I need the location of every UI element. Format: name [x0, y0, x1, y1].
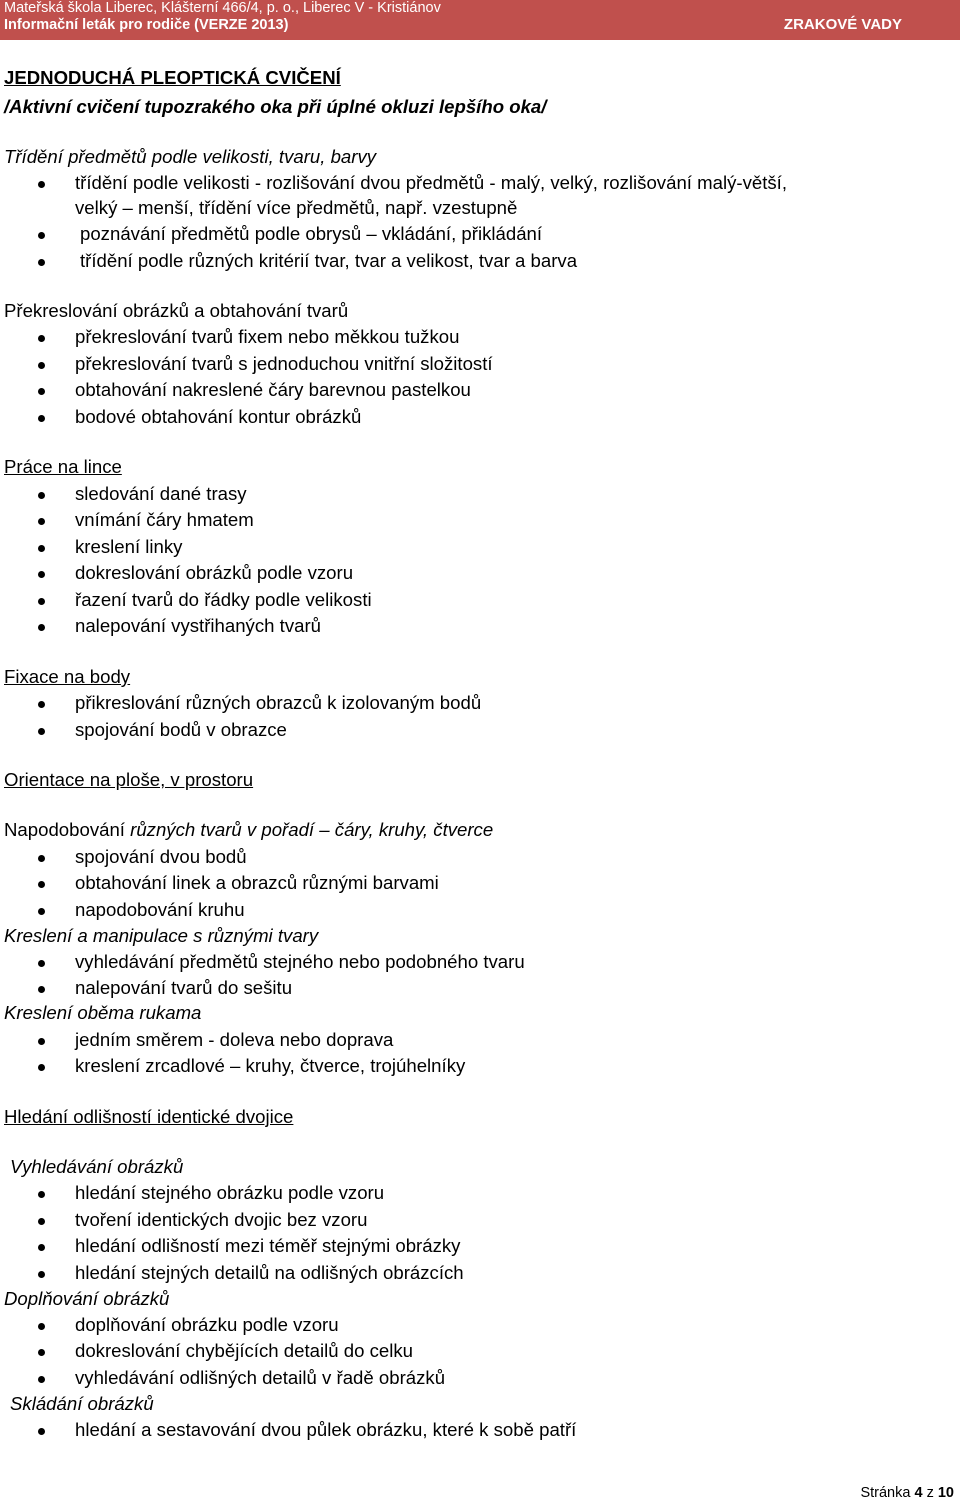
- bullet-icon: [38, 986, 45, 993]
- section-heading-doplnovani: Doplňování obrázků: [4, 1288, 170, 1309]
- page-subtitle: /Aktivní cvičení tupozrakého oka při úplné okluzi lepšího oka/: [4, 96, 547, 117]
- list-item: obtahování nakreslené čáry barevnou pastelkou: [75, 379, 471, 400]
- list-item: tvoření identických dvojic bez vzoru: [75, 1209, 368, 1230]
- list-item: třídění podle různých kritérií tvar, tvar a velikost, tvar a barva: [80, 250, 578, 271]
- section-heading-manipulace: Kreslení a manipulace s různými tvary: [4, 925, 319, 946]
- section-heading-odlisnosti: Hledání odlišností identické dvojice: [4, 1106, 294, 1127]
- list-item: sledování dané trasy: [75, 483, 247, 504]
- document-topic: ZRAKOVÉ VADY: [783, 16, 902, 33]
- list-item: překreslování tvarů fixem nebo měkkou tužkou: [75, 326, 460, 347]
- leaflet-name: Informační leták pro rodiče (VERZE 2013): [4, 17, 289, 33]
- bullet-icon: [38, 960, 45, 967]
- list-item: velký – menší, třídění více předmětů, např. vzestupně: [75, 197, 518, 218]
- list-item: napodobování kruhu: [75, 899, 245, 920]
- bullet-icon: [38, 1349, 45, 1356]
- page-header: [0, 0, 960, 40]
- section-heading-prekreslovani: Překreslování obrázků a obtahování tvarů: [4, 300, 349, 321]
- bullet-icon: [38, 1323, 45, 1330]
- bullet-icon: [38, 598, 45, 605]
- page-prefix: Stránka: [860, 1485, 915, 1501]
- list-item: vyhledávání předmětů stejného nebo podobného tvaru: [75, 951, 525, 972]
- list-item: vyhledávání odlišných detailů v řadě obrázků: [75, 1367, 446, 1388]
- bullet-icon: [38, 701, 45, 708]
- list-item: dokreslování obrázků podle vzoru: [75, 562, 354, 583]
- page-number: [860, 1485, 954, 1501]
- bullet-icon: [38, 728, 45, 735]
- list-item: hledání stejného obrázku podle vzoru: [75, 1182, 385, 1203]
- bullet-icon: [38, 492, 45, 499]
- bullet-icon: [38, 1038, 45, 1045]
- bullet-icon: [38, 624, 45, 631]
- section-heading-skladani: Skládání obrázků: [10, 1393, 154, 1414]
- bullet-icon: [38, 362, 45, 369]
- list-item: obtahování linek a obrazců různými barvami: [75, 872, 439, 893]
- list-item: třídění podle velikosti - rozlišování dvou předmětů - malý, velký, rozlišování malý-větší,: [75, 172, 788, 193]
- list-item: kreslení zrcadlové – kruhy, čtverce, trojúhelníky: [75, 1055, 466, 1076]
- section-heading-napodobovani: [4, 819, 493, 841]
- list-item: spojování dvou bodů: [75, 846, 247, 867]
- section-heading-lince: Práce na lince: [4, 456, 122, 477]
- list-item: doplňování obrázku podle vzoru: [75, 1314, 339, 1335]
- bullet-icon: [38, 181, 45, 188]
- section-heading-trideni: Třídění předmětů podle velikosti, tvaru, barvy: [4, 146, 377, 167]
- list-item: přikreslování různých obrazců k izolovaným bodů: [75, 692, 482, 713]
- bullet-icon: [38, 881, 45, 888]
- bullet-icon: [38, 1191, 45, 1198]
- school-name: Mateřská škola Liberec, Klášterní 466/4, p. o., Liberec V - Kristiánov: [4, 0, 441, 16]
- bullet-icon: [38, 855, 45, 862]
- bullet-icon: [38, 1428, 45, 1435]
- page-mid: z: [922, 1485, 938, 1501]
- bullet-icon: [38, 1064, 45, 1071]
- bullet-icon: [38, 1244, 45, 1251]
- list-item: spojování bodů v obrazce: [75, 719, 287, 740]
- list-item: nalepování tvarů do sešitu: [75, 977, 293, 998]
- list-item: nalepování vystřihaných tvarů: [75, 615, 321, 636]
- bullet-icon: [38, 1218, 45, 1225]
- list-item: jedním směrem - doleva nebo doprava: [75, 1029, 394, 1050]
- bullet-icon: [38, 388, 45, 395]
- list-item: řazení tvarů do řádky podle velikosti: [75, 589, 372, 610]
- list-item: hledání odlišností mezi téměř stejnými obrázky: [75, 1235, 461, 1256]
- bullet-icon: [38, 259, 45, 266]
- bullet-icon: [38, 232, 45, 239]
- list-item: kreslení linky: [75, 536, 183, 557]
- list-item: poznávání předmětů podle obrysů – vkládání, přikládání: [80, 223, 543, 244]
- list-item: hledání stejných detailů na odlišných obrázcích: [75, 1262, 464, 1283]
- heading-part: Napodobování: [4, 819, 131, 840]
- bullet-icon: [38, 908, 45, 915]
- page-current: 4: [914, 1485, 923, 1501]
- bullet-icon: [38, 545, 45, 552]
- heading-part-italic: různých tvarů v pořadí – čáry, kruhy, čtverce: [130, 819, 494, 840]
- bullet-icon: [38, 415, 45, 422]
- list-item: hledání a sestavování dvou půlek obrázku, které k sobě patří: [75, 1419, 577, 1440]
- bullet-icon: [38, 571, 45, 578]
- section-heading-vyhledavani: Vyhledávání obrázků: [10, 1156, 184, 1177]
- section-heading-orientace: Orientace na ploše, v prostoru: [4, 769, 254, 790]
- bullet-icon: [38, 518, 45, 525]
- list-item: překreslování tvarů s jednoduchou vnitřní složitostí: [75, 353, 493, 374]
- page-title: JEDNODUCHÁ PLEOPTICKÁ CVIČENÍ: [4, 67, 341, 88]
- bullet-icon: [38, 335, 45, 342]
- bullet-icon: [38, 1376, 45, 1383]
- section-heading-obema: Kreslení oběma rukama: [4, 1002, 202, 1023]
- page-total: 10: [937, 1485, 954, 1501]
- list-item: bodové obtahování kontur obrázků: [75, 406, 362, 427]
- section-heading-fixace: Fixace na body: [4, 666, 131, 687]
- bullet-icon: [38, 1271, 45, 1278]
- list-item: vnímání čáry hmatem: [75, 509, 254, 530]
- list-item: dokreslování chybějících detailů do celku: [75, 1340, 413, 1361]
